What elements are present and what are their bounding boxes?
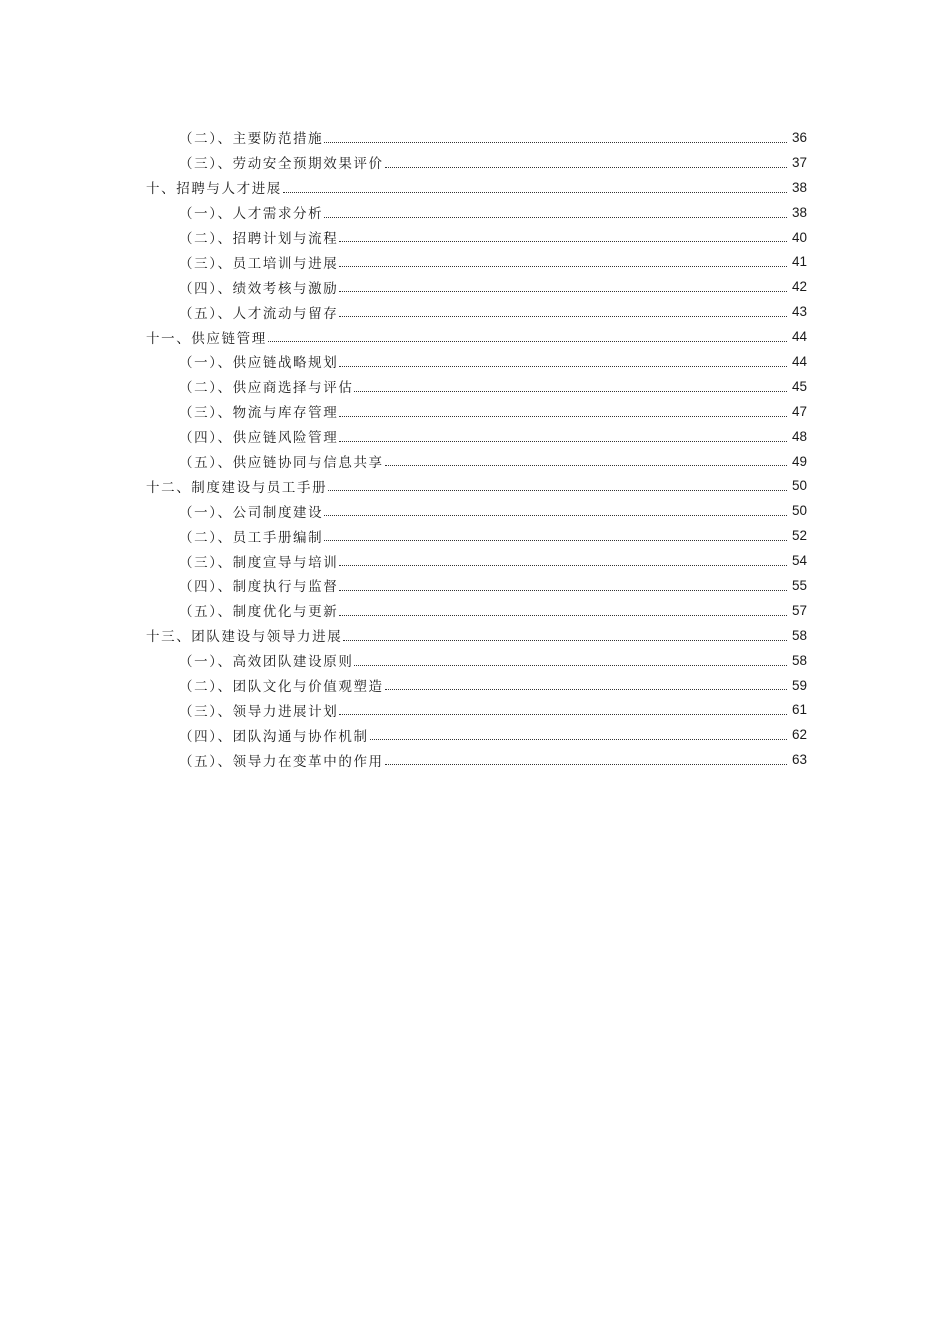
toc-dot-leader	[385, 764, 787, 765]
toc-dot-leader	[385, 689, 787, 690]
toc-entry-page-number: 58	[791, 652, 807, 668]
toc-section-entry[interactable]	[0, 648, 950, 673]
toc-entry-page-number: 50	[791, 478, 807, 494]
toc-chapter-entry[interactable]	[0, 473, 950, 498]
toc-chapter-entry[interactable]	[0, 324, 950, 349]
toc-dot-leader	[339, 441, 787, 442]
toc-entry-page-number: 62	[791, 727, 807, 743]
toc-dot-leader	[385, 167, 787, 168]
toc-entry-page-number: 58	[791, 627, 807, 643]
toc-entry-title: 十一、供应链管理	[146, 330, 267, 347]
toc-chapter-entry[interactable]	[0, 623, 950, 648]
toc-entry-title: 十二、制度建设与员工手册	[146, 479, 328, 496]
toc-section-entry[interactable]	[0, 299, 950, 324]
toc-entry-title: （二）、供应商选择与评估	[179, 380, 354, 397]
toc-section-entry[interactable]	[0, 573, 950, 598]
toc-entry-page-number: 57	[791, 602, 807, 618]
toc-dot-leader	[324, 142, 787, 143]
toc-entry-page-number: 47	[791, 403, 807, 419]
toc-entry-page-number: 44	[791, 353, 807, 369]
toc-section-entry[interactable]	[0, 374, 950, 399]
toc-entry-page-number: 38	[791, 179, 807, 195]
toc-section-entry[interactable]	[0, 399, 950, 424]
toc-section-entry[interactable]	[0, 449, 950, 474]
toc-entry-page-number: 52	[791, 528, 807, 544]
toc-entry-page-number: 61	[791, 702, 807, 718]
toc-dot-leader	[324, 540, 787, 541]
toc-section-entry[interactable]	[0, 424, 950, 449]
toc-entry-page-number: 43	[791, 304, 807, 320]
toc-entry-page-number: 40	[791, 229, 807, 245]
toc-dot-leader	[324, 217, 787, 218]
toc-entry-title: （二）、招聘计划与流程	[179, 231, 339, 247]
toc-dot-leader	[339, 565, 787, 566]
toc-entry-title: （五）、人才流动与留存	[179, 305, 339, 322]
toc-entry-title: （二）、主要防范措施	[179, 131, 324, 148]
toc-entry-title: （三）、物流与库存管理	[179, 405, 339, 422]
toc-entry-title: （三）、领导力进展计划	[179, 703, 339, 720]
toc-entry-page-number: 45	[791, 378, 807, 394]
toc-entry-page-number: 44	[791, 329, 807, 345]
toc-entry-page-number: 37	[791, 154, 807, 170]
toc-dot-leader	[324, 515, 787, 516]
toc-entry-title: （一）、人才需求分析	[179, 206, 324, 223]
toc-entry-title: （一）、供应链战略规划	[179, 355, 339, 372]
toc-entry-title: （二）、员工手册编制	[179, 529, 324, 546]
toc-dot-leader	[328, 490, 787, 491]
toc-dot-leader	[268, 341, 787, 342]
toc-entry-page-number: 63	[791, 752, 807, 768]
toc-entry-title: （四）、制度执行与监督	[179, 579, 339, 596]
toc-section-entry[interactable]	[0, 697, 950, 722]
toc-entry-page-number: 42	[791, 279, 807, 295]
toc-dot-leader	[339, 266, 787, 267]
toc-section-entry[interactable]	[0, 548, 950, 573]
toc-dot-leader	[339, 590, 787, 591]
toc-entry-title: （五）、供应链协同与信息共享	[179, 455, 384, 472]
toc-entry-title: （二）、团队文化与价值观塑造	[179, 679, 384, 696]
toc-dot-leader	[370, 739, 787, 740]
toc-entry-page-number: 36	[791, 129, 807, 145]
toc-entry-page-number: 49	[791, 453, 807, 469]
toc-dot-leader	[354, 391, 787, 392]
toc-dot-leader	[339, 316, 787, 317]
toc-dot-leader	[339, 366, 787, 367]
table-of-contents	[0, 125, 950, 772]
toc-dot-leader	[339, 241, 787, 242]
toc-dot-leader	[339, 291, 787, 292]
toc-section-entry[interactable]	[0, 125, 950, 150]
toc-entry-title: （三）、制度宣导与培训	[179, 554, 339, 571]
toc-section-entry[interactable]	[0, 200, 950, 225]
toc-entry-page-number: 48	[791, 428, 807, 444]
toc-entry-title: （四）、绩效考核与激励	[179, 280, 339, 297]
toc-section-entry[interactable]	[0, 249, 950, 274]
toc-entry-title: （一）、高效团队建设原则	[179, 654, 354, 671]
toc-entry-page-number: 55	[791, 577, 807, 593]
toc-section-entry[interactable]	[0, 598, 950, 623]
toc-section-entry[interactable]	[0, 673, 950, 698]
toc-entry-title: 十三、团队建设与领导力进展	[146, 629, 343, 646]
toc-section-entry[interactable]	[0, 274, 950, 299]
toc-entry-title: （一）、公司制度建设	[179, 504, 324, 521]
toc-entry-title: （三）、劳动安全预期效果评价	[179, 156, 384, 173]
toc-entry-title: （四）、供应链风险管理	[179, 430, 339, 447]
toc-section-entry[interactable]	[0, 150, 950, 175]
toc-entry-page-number: 54	[791, 553, 807, 569]
toc-entry-title: （三）、员工培训与进展	[179, 255, 339, 272]
toc-entry-title: （四）、团队沟通与协作机制	[179, 728, 369, 745]
toc-dot-leader	[354, 665, 787, 666]
toc-section-entry[interactable]	[0, 747, 950, 772]
toc-chapter-entry[interactable]	[0, 175, 950, 200]
toc-entry-title: （五）、领导力在变革中的作用	[179, 753, 384, 770]
toc-entry-page-number: 50	[791, 503, 807, 519]
toc-entry-page-number: 59	[791, 677, 807, 693]
toc-entry-page-number: 41	[791, 254, 807, 270]
toc-dot-leader	[343, 640, 787, 641]
toc-dot-leader	[339, 714, 787, 715]
toc-section-entry[interactable]	[0, 498, 950, 523]
toc-section-entry[interactable]	[0, 523, 950, 548]
toc-entry-title: 十、招聘与人才进展	[146, 181, 282, 198]
toc-entry-title: （五）、制度优化与更新	[179, 604, 339, 621]
toc-dot-leader	[385, 465, 787, 466]
toc-dot-leader	[283, 192, 787, 193]
toc-entry-page-number: 38	[791, 204, 807, 220]
toc-dot-leader	[339, 615, 787, 616]
toc-section-entry[interactable]	[0, 722, 950, 747]
toc-section-entry[interactable]	[0, 225, 950, 250]
toc-dot-leader	[339, 416, 787, 417]
toc-section-entry[interactable]	[0, 349, 950, 374]
